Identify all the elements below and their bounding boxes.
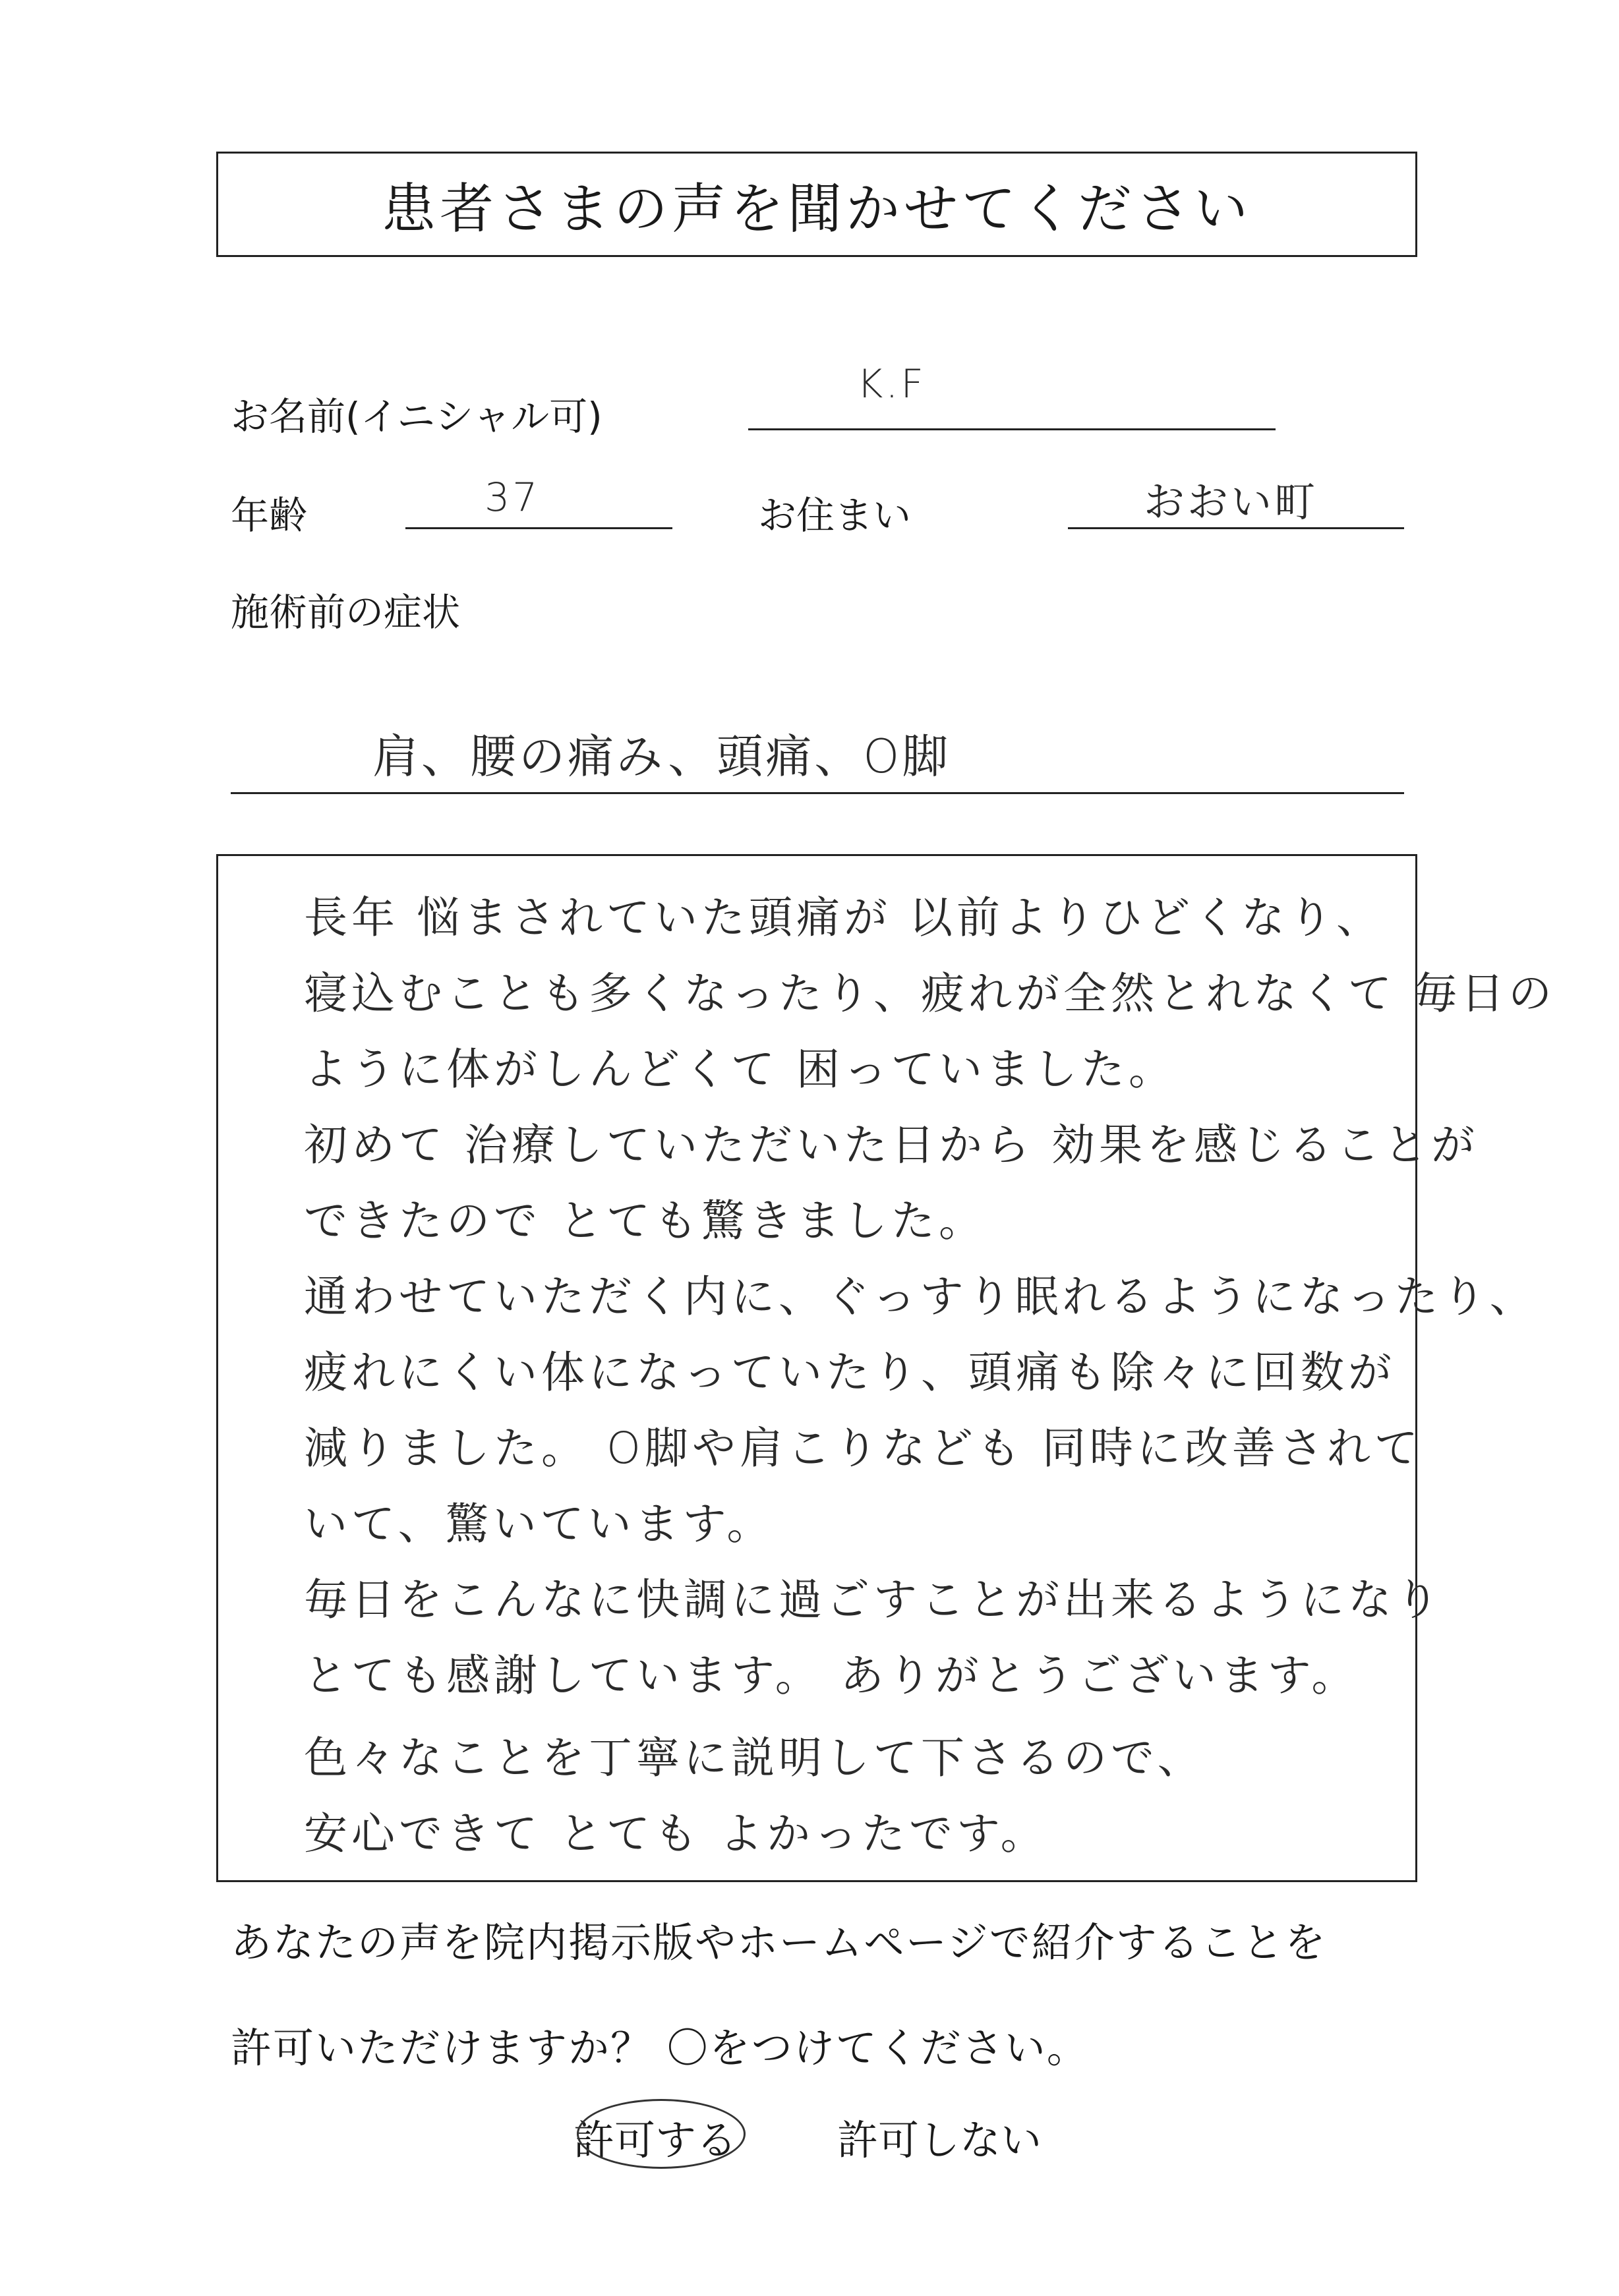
name-value: K.F bbox=[857, 361, 926, 407]
age-value: 37 bbox=[485, 474, 541, 521]
name-underline bbox=[748, 428, 1276, 430]
comment-line: 疲れにくい体になっていたり、頭痛も除々に回数が bbox=[304, 1347, 1396, 1398]
symptoms-underline bbox=[231, 792, 1404, 794]
comment-line: 長年 悩まされていた頭痛が 以前よりひどくなり、 bbox=[304, 892, 1384, 943]
consent-option-yes[interactable]: 許可する bbox=[574, 2116, 738, 2164]
consent-option-no[interactable]: 許可しない bbox=[837, 2116, 1042, 2164]
selection-circle-mark bbox=[577, 2099, 746, 2169]
form-title-box bbox=[216, 152, 1417, 257]
address-label: お住まい bbox=[758, 493, 912, 538]
comment-line: 寝込むことも多くなったり、疲れが全然とれなくて 毎日の bbox=[304, 968, 1556, 1019]
comment-line: できたので とても驚きました。 bbox=[304, 1195, 986, 1246]
comment-box bbox=[216, 854, 1556, 1882]
comment-line: とても感謝しています。 ありがとうございます。 bbox=[304, 1650, 1359, 1701]
symptoms-value: 肩、腰の痛み、頭痛、O脚 bbox=[372, 730, 951, 784]
comment-line: 安心できて とても よかったです。 bbox=[304, 1808, 1048, 1859]
form-title: 患者さまの声を聞かせてください bbox=[381, 177, 1252, 241]
comment-line: 色々なことを丁寧に説明して下さるので、 bbox=[304, 1733, 1205, 1783]
comment-line: 通わせていただく内に、ぐっすり眠れるようになったり、 bbox=[304, 1271, 1537, 1322]
address-value: おおい町 bbox=[1144, 478, 1318, 526]
comment-line: ように体がしんどくて 困っていました。 bbox=[304, 1044, 1176, 1095]
comment-line: いて、驚いています。 bbox=[304, 1499, 775, 1549]
age-label: 年齢 bbox=[231, 493, 308, 538]
symptoms-label: 施術前の症状 bbox=[231, 590, 461, 635]
name-label: お名前(イニシャル可) bbox=[231, 394, 603, 439]
address-underline bbox=[1068, 527, 1404, 529]
consent-question-line2: 許可いただけますか？ 〇をつけてください。 bbox=[231, 2024, 1089, 2072]
comment-line: 減りました。 O脚や肩こりなども 同時に改善されて bbox=[304, 1423, 1422, 1474]
consent-question-line1: あなたの声を院内掲示版やホームページで紹介することを bbox=[231, 1918, 1327, 1966]
comment-line: 初めて 治療していただいた日から 効果を感じることが bbox=[304, 1120, 1479, 1170]
age-underline bbox=[405, 527, 672, 529]
comment-line: 毎日をこんなに快調に過ごすことが出来るようになり bbox=[304, 1574, 1443, 1625]
